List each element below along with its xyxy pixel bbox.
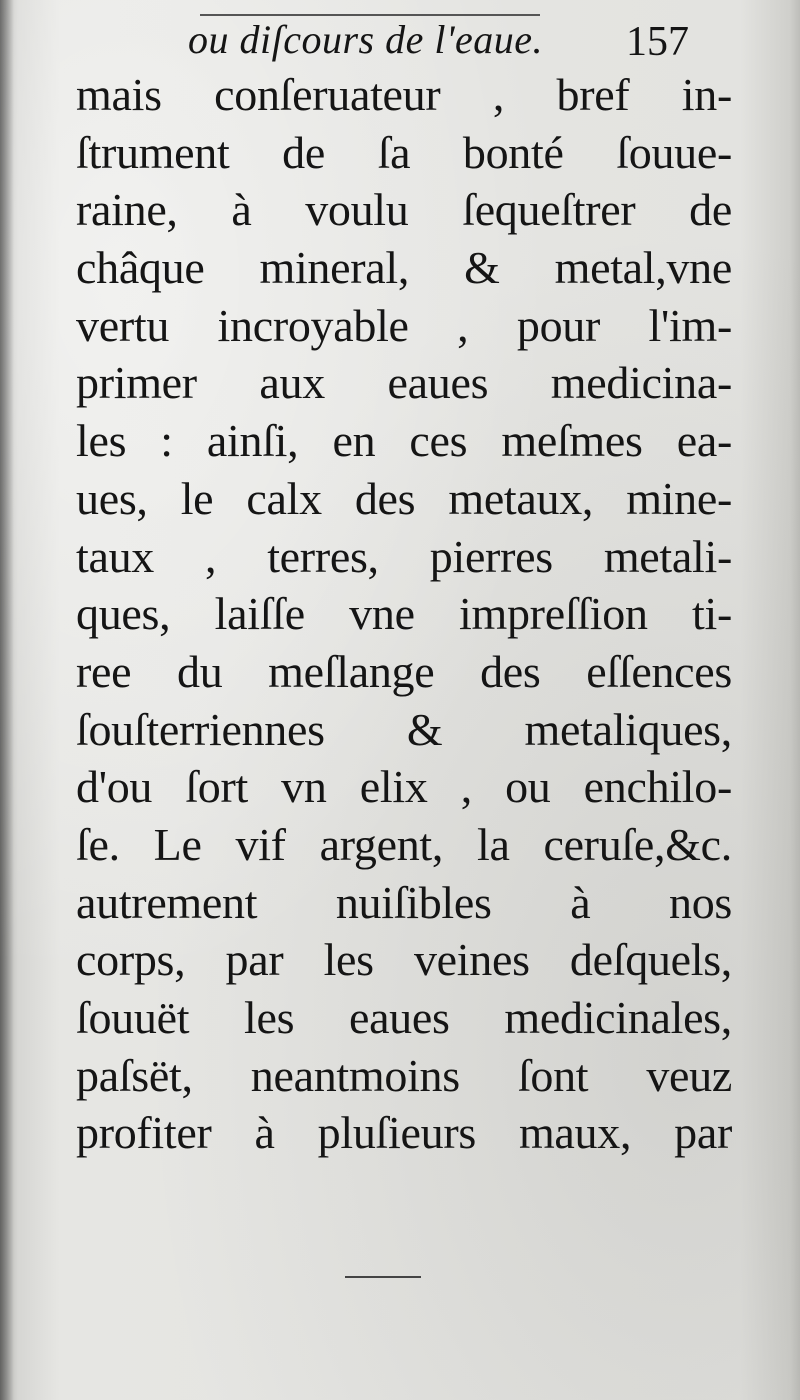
text-line: ſouuët les eaues medicinales, — [76, 992, 732, 1043]
text-line: taux , terres, pierres metali- — [76, 530, 732, 582]
body-text — [76, 66, 732, 1162]
text-line: mais conſeruateur , bref in- — [76, 69, 732, 120]
text-line: ſouſterriennes & metaliques, — [76, 703, 732, 755]
text-line: d'ou ſort vn elix , ou enchilo- — [76, 761, 732, 813]
text-line: ſtrument de ſa bonté ſouue- — [76, 126, 732, 178]
spine-shadow — [0, 0, 14, 1400]
page-header — [0, 14, 800, 74]
text-line: ques, laiſſe vne impreſſion ti- — [76, 588, 732, 640]
text-line: corps, par les veines deſquels, — [76, 934, 732, 986]
text-line: ues, le calx des metaux, mine- — [76, 472, 732, 524]
footer-rule — [345, 1276, 421, 1278]
text-line: raine, à voulu ſequeſtrer de — [76, 184, 732, 236]
text-line: ſe. Le vif argent, la ceruſe,&c. — [76, 818, 732, 870]
text-line: vertu incroyable , pour l'im- — [76, 299, 732, 351]
page-number: 157 — [626, 19, 689, 65]
text-line: châque mineral, & metal,vne — [76, 242, 732, 294]
text-line: les : ainſi, en ces meſmes ea- — [76, 415, 732, 467]
text-line: paſsët, neantmoins ſont veuz — [76, 1049, 732, 1101]
text-line: primer aux eaues medicina- — [76, 357, 732, 409]
running-head: ou diſcours de l'eaue. — [188, 17, 544, 62]
text-line: autrement nuiſibles à nos — [76, 876, 732, 928]
text-line: profiter à pluſieurs maux, par — [76, 1107, 732, 1159]
text-line: ree du meſlange des eſſences — [76, 645, 732, 697]
